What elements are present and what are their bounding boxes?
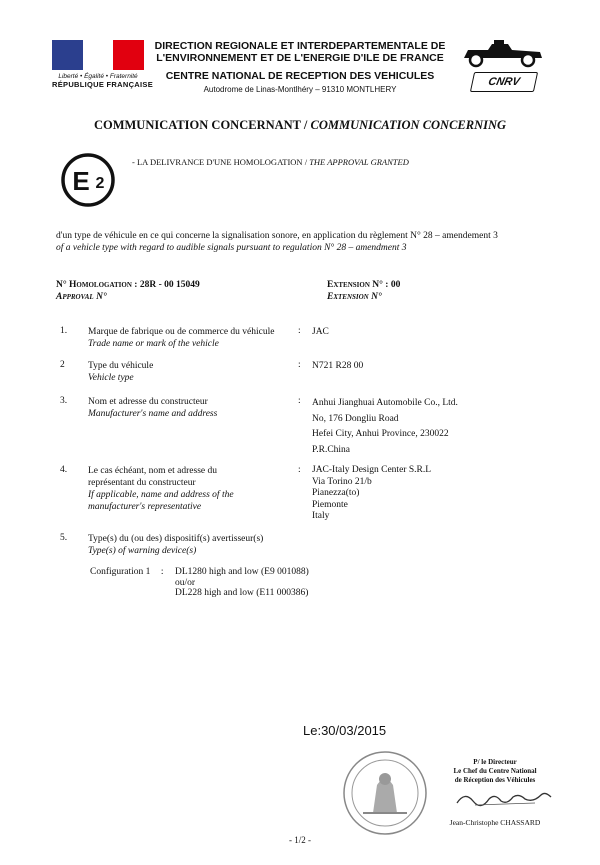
signature-line: Le Chef du Centre National [453, 767, 537, 775]
signature-line: P/ le Directeur [473, 758, 517, 766]
title-en: COMMUNICATION CONCERNING [310, 118, 507, 132]
signature-line: de Réception des Véhicules [454, 776, 536, 784]
configuration-label [90, 567, 163, 577]
signature-block [430, 758, 560, 785]
intro-text [56, 230, 498, 254]
item-value [312, 326, 329, 338]
item-value-line: P.R.China [312, 444, 351, 455]
french-flag-icon [52, 40, 144, 70]
item-label-fr: Nom et adresse du constructeur [88, 397, 208, 407]
item-label-fr: représentant du constructeur [88, 478, 196, 488]
cnrv-logo-text: CNRV [487, 76, 521, 88]
item-label [88, 465, 234, 513]
configuration-values [175, 567, 309, 599]
item-number: 1. [60, 326, 68, 336]
header-directorate: DIRECTION REGIONALE ET INTERDEPARTEMENTALE DE L'ENVIRONNEMENT ET DE L'ENERGIE D'ILE DE FRANCE [154, 40, 446, 64]
item-label-en: manufacturer's representative [88, 502, 202, 512]
issue-date: Le:30/03/2015 [303, 723, 387, 738]
item-label-en: If applicable, name and address of the [88, 490, 234, 500]
configuration-line: DL228 high and low (E11 000386) [175, 588, 309, 598]
item-value [312, 465, 431, 523]
e-mark-letter: E [72, 166, 90, 196]
approval-en: THE APPROVAL GRANTED [309, 157, 409, 167]
handwritten-signature-icon [455, 787, 555, 809]
item-number: 5. [60, 533, 68, 543]
item-label-fr: Type(s) du (ou des) dispositif(s) avertisseur(s) [88, 534, 264, 544]
item-label-en: Trade name or mark of the vehicle [88, 339, 219, 349]
item-colon: : [298, 465, 301, 475]
item-label [88, 326, 275, 350]
configuration-line: DL1280 high and low (E9 001088) [175, 567, 309, 577]
item-value-line: Pianezza(to) [312, 488, 360, 498]
header-address: Autodrome de Linas-Montlhéry – 91310 MONTLHERY [203, 85, 397, 94]
item-colon: : [298, 360, 301, 370]
cnrv-logo [470, 72, 538, 92]
item-value-line: Piemonte [312, 499, 348, 510]
item-number: 4. [60, 465, 68, 475]
intro-fr: d'un type de véhicule en ce qui concerne la signalisation sonore, en application du règlement N° 28 – amendement 3 [56, 231, 498, 241]
item-value-line: JAC-Italy Design Center S.R.L [312, 465, 432, 475]
official-stamp-icon [333, 749, 437, 837]
vintage-car-icon [458, 38, 548, 68]
item-value [312, 360, 363, 372]
document-title [0, 118, 600, 133]
homologation-number [56, 279, 200, 303]
item-label-fr: Marque de fabrique ou de commerce du véhicule [88, 327, 275, 337]
configuration-line: ou/or [175, 577, 196, 588]
approval-number-label: Approval N° [56, 292, 107, 302]
item-label-fr: Type du véhicule [88, 361, 154, 371]
item-label [88, 533, 263, 557]
item-label-en: Vehicle type [88, 373, 134, 383]
intro-en: of a vehicle type with regard to audible signals pursuant to regulation N° 28 – amendment 3 [56, 243, 407, 253]
homologation-value: 28R - 00 15049 [139, 280, 200, 290]
extension-label-en: Extension N° [327, 292, 382, 302]
page-number: - 1/2 - [289, 835, 311, 845]
approval-granted-line [132, 157, 409, 167]
item-label-en: Manufacturer's name and address [88, 409, 218, 419]
item-label [88, 360, 153, 384]
republic-name: RÉPUBLIQUE FRANÇAISE [52, 80, 154, 89]
signer-name: Jean-Christophe CHASSARD [449, 818, 541, 827]
approval-fr: - LA DELIVRANCE D'UNE HOMOLOGATION / [132, 157, 310, 167]
item-label [88, 396, 217, 420]
item-value [312, 396, 458, 458]
homologation-label: N° Homologation : [56, 280, 140, 290]
item-colon: : [298, 326, 301, 336]
republique-francaise-logo [52, 40, 154, 92]
title-fr: COMMUNICATION CONCERNANT / [93, 118, 311, 132]
item-number: 3. [60, 396, 68, 406]
header-centre: CENTRE NATIONAL DE RECEPTION DES VEHICULES [165, 70, 435, 82]
extension-value: 00 [390, 280, 401, 290]
e-mark-circle-icon [60, 152, 116, 208]
item-value-line: JAC [312, 327, 329, 337]
configuration-label-text: Configuration 1 [90, 567, 151, 577]
e-mark-number: 2 [95, 175, 105, 192]
item-value-line: No, 176 Dongliu Road [312, 413, 399, 424]
item-label-en: Type(s) of warning device(s) [88, 546, 197, 556]
extension-label: Extension N° : [327, 280, 391, 290]
header-text [150, 40, 450, 94]
extension-number [327, 279, 400, 303]
item-value-line: Anhui Jianghuai Automobile Co., Ltd. [312, 398, 458, 408]
republic-motto: Liberté • Égalité • Fraternité [58, 73, 138, 80]
item-number: 2 [60, 360, 65, 370]
item-value-line: N721 R28 00 [312, 361, 364, 371]
item-label-fr: Le cas échéant, nom et adresse du [88, 466, 217, 476]
item-colon: : [298, 396, 301, 406]
item-value-line: Italy [312, 511, 330, 521]
item-value-line: Hefei City, Anhui Province, 230022 [312, 429, 449, 439]
item-value-line: Via Torino 21/b [312, 476, 372, 487]
configuration-colon: : [160, 567, 164, 577]
